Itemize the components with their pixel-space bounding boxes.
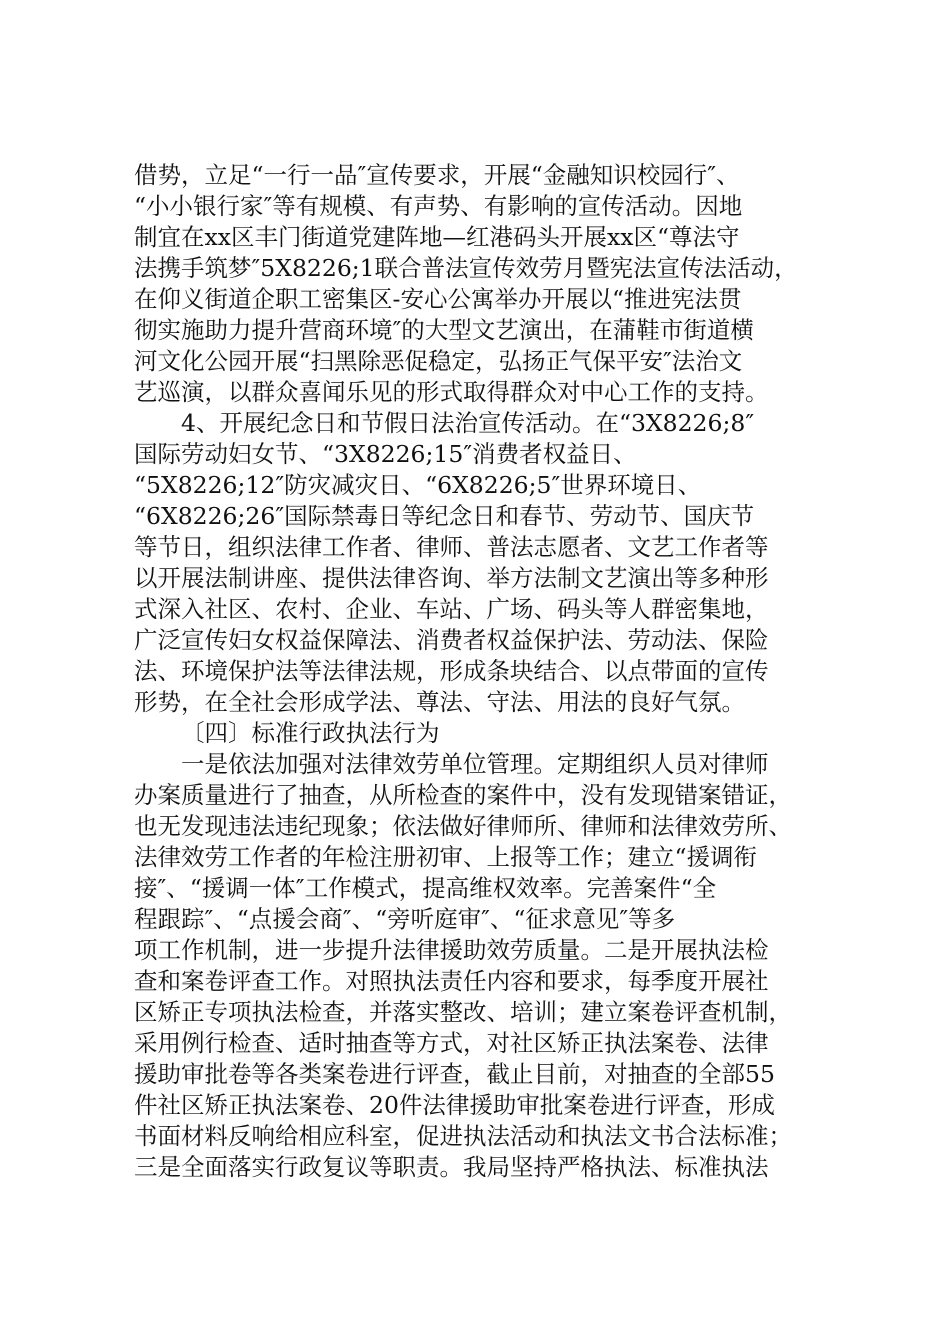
text-line: 三是全面落实行政复议等职责。我局坚持严格执法、标准执法 [134, 1153, 769, 1181]
text-line: 程跟踪″、“点援会商″、“旁听庭审″、“征求意见″等多 [134, 905, 676, 933]
text-line: 制宜在xx区丰门街道党建阵地—红港码头开展xx区“尊法守 [134, 223, 740, 251]
text-line: “小小银行家″等有规模、有声势、有影响的宣传活动。因地 [134, 192, 743, 220]
paragraph-start-line: 4、开展纪念日和节假日法治宣传活动。在“3X8226;8″ [181, 409, 755, 437]
text-line: 在仰义街道企职工密集区-安心公寓举办开展以“推进宪法贯 [134, 285, 742, 313]
text-line: 借势，立足“一行一品″宣传要求，开展“金融知识校园行″、 [134, 161, 740, 189]
section-heading: 〔四〕标准行政执法行为 [181, 719, 440, 747]
text-line: 办案质量进行了抽查，从所检查的案件中，没有发现错案错证， [134, 781, 792, 809]
text-line: 彻实施助力提升营商环境″的大型文艺演出，在蒲鞋市街道横 [134, 316, 754, 344]
text-line: 以开展法制讲座、提供法律咨询、举方法制文艺演出等多种形 [134, 564, 769, 592]
text-line: 法律效劳工作者的年检注册初审、上报等工作；建立“援调衔 [134, 843, 758, 871]
text-line: 式深入社区、农村、企业、车站、广场、码头等人群密集地， [134, 595, 769, 623]
text-line: 书面材料反响给相应科室，促进执法活动和执法文书合法标准； [134, 1122, 792, 1150]
text-line: “6X8226;26″国际禁毒日等纪念日和春节、劳动节、国庆节 [134, 502, 755, 530]
text-line: 区矫正专项执法检查，并落实整改、培训；建立案卷评查机制， [134, 998, 792, 1026]
text-line: 查和案卷评查工作。对照执法责任内容和要求，每季度开展社 [134, 967, 769, 995]
text-line: 援助审批卷等各类案卷进行评查，截止目前，对抽查的全部55 [134, 1060, 775, 1088]
text-line: 河文化公园开展“扫黑除恶促稳定，弘扬正气保平安″法治文 [134, 347, 743, 375]
paragraph-start-line: 一是依法加强对法律效劳单位管理。定期组织人员对律师 [181, 750, 769, 778]
text-line: 等节日，组织法律工作者、律师、普法志愿者、文艺工作者等 [134, 533, 769, 561]
text-line: 采用例行检查、适时抽查等方式，对社区矫正执法案卷、法律 [134, 1029, 769, 1057]
text-line: 形势，在全社会形成学法、尊法、守法、用法的良好气氛。 [134, 688, 745, 716]
text-line: 接″、“援调一体″工作模式，提高维权效率。完善案件“全 [134, 874, 717, 902]
text-line: 也无发现违法违纪现象；依法做好律师所、律师和法律效劳所、 [134, 812, 792, 840]
text-line: 国际劳动妇女节、“3X8226;15″消费者权益日、 [134, 440, 637, 468]
text-line: 法、环境保护法等法律法规，形成条块结合、以点带面的宣传 [134, 657, 769, 685]
text-line: 项工作机制，进一步提升法律援助效劳质量。二是开展执法检 [134, 936, 769, 964]
text-line: 艺巡演，以群众喜闻乐见的形式取得群众对中心工作的支持。 [134, 378, 769, 406]
text-line: 广泛宣传妇女权益保障法、消费者权益保护法、劳动法、保险 [134, 626, 769, 654]
text-line: 法携手筑梦″5X8226;1联合普法宣传效劳月暨宪法宣传法活动， [134, 254, 798, 282]
body-text [134, 160, 834, 1183]
text-line: 件社区矫正执法案卷、20件法律援助审批案卷进行评查，形成 [134, 1091, 775, 1119]
text-line: “5X8226;12″防灾减灾日、“6X8226;5″世界环境日、 [134, 471, 702, 499]
